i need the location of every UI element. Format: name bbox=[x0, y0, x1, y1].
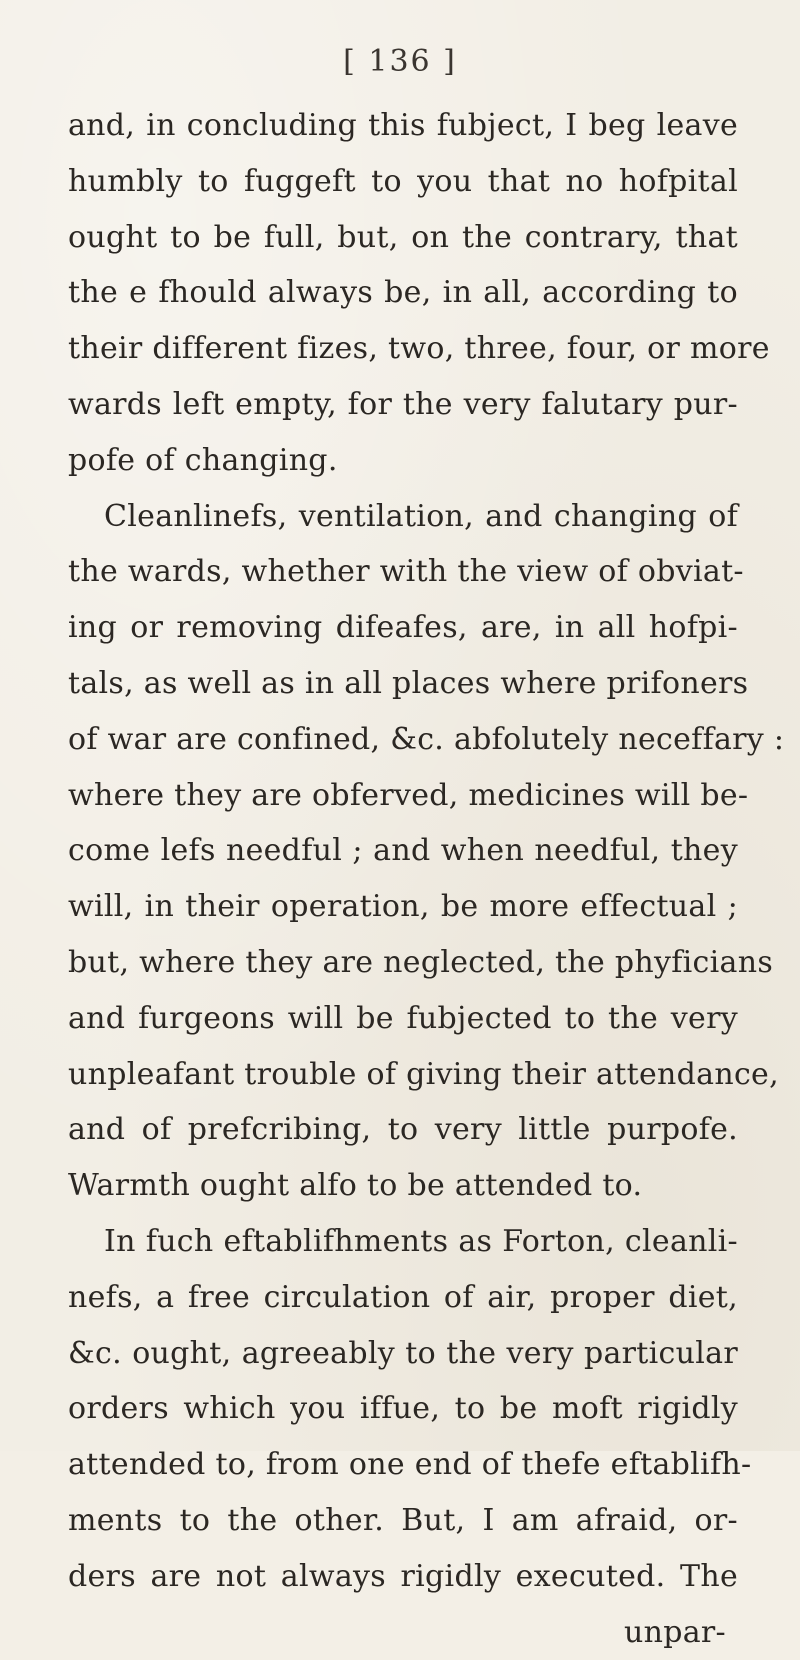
text-line: &c. ought, agreeably to the very particular bbox=[68, 1335, 738, 1371]
text-line: pofe of changing. bbox=[68, 442, 338, 478]
text-line: the wards, whether with the view of obviat- bbox=[68, 554, 744, 590]
text-line: unpleafant trouble of giving their attendance, bbox=[68, 1056, 779, 1092]
text-line: but, where they are neglected, the phyficians bbox=[68, 944, 774, 980]
text-line: the e fhould always be, in all, according to bbox=[68, 275, 738, 311]
text-line: ought to be full, but, on the contrary, that bbox=[68, 219, 738, 255]
text-line: wards left empty, for the very falutary pur- bbox=[68, 386, 738, 422]
paragraph-start-line: Cleanlinefs, ventilation, and changing of bbox=[104, 498, 738, 534]
paragraph-start-line: In fuch eftablifhments as Forton, cleanli- bbox=[104, 1223, 738, 1259]
text-line: and of prefcribing, to very little purpofe. bbox=[68, 1112, 738, 1148]
body-text bbox=[68, 98, 785, 1660]
text-line: of war are confined, &c. abfolutely neceffary : bbox=[68, 721, 785, 757]
text-line: orders which you iffue, to be moft rigidly bbox=[68, 1391, 738, 1427]
text-line: their different fizes, two, three, four, or more bbox=[68, 331, 770, 367]
catchword: unpar- bbox=[623, 1614, 726, 1650]
text-line: and furgeons will be fubjected to the very bbox=[68, 1000, 738, 1036]
text-line: where they are obferved, medicines will be- bbox=[68, 777, 749, 813]
text-line: Warmth ought alfo to be attended to. bbox=[68, 1168, 643, 1204]
text-line: attended to, from one end of thefe eftablifh- bbox=[68, 1447, 752, 1483]
text-line: come lefs needful ; and when needful, they bbox=[68, 833, 738, 869]
text-line: ing or removing difeafes, are, in all hofpi- bbox=[68, 610, 738, 646]
text-line: humbly to fuggeft to you that no hofpital bbox=[68, 163, 738, 199]
text-line: and, in concluding this fubject, I beg leave bbox=[68, 108, 738, 143]
text-line: ments to the other. But, I am afraid, or- bbox=[68, 1502, 738, 1538]
text-line: ders are not always rigidly executed. The bbox=[68, 1558, 738, 1594]
text-line: will, in their operation, be more effectual ; bbox=[68, 889, 738, 925]
text-line: tals, as well as in all places where prifoners bbox=[68, 665, 749, 701]
page-number-header: [ 136 ] bbox=[343, 44, 457, 79]
text-line: nefs, a free circulation of air, proper diet, bbox=[68, 1279, 738, 1315]
